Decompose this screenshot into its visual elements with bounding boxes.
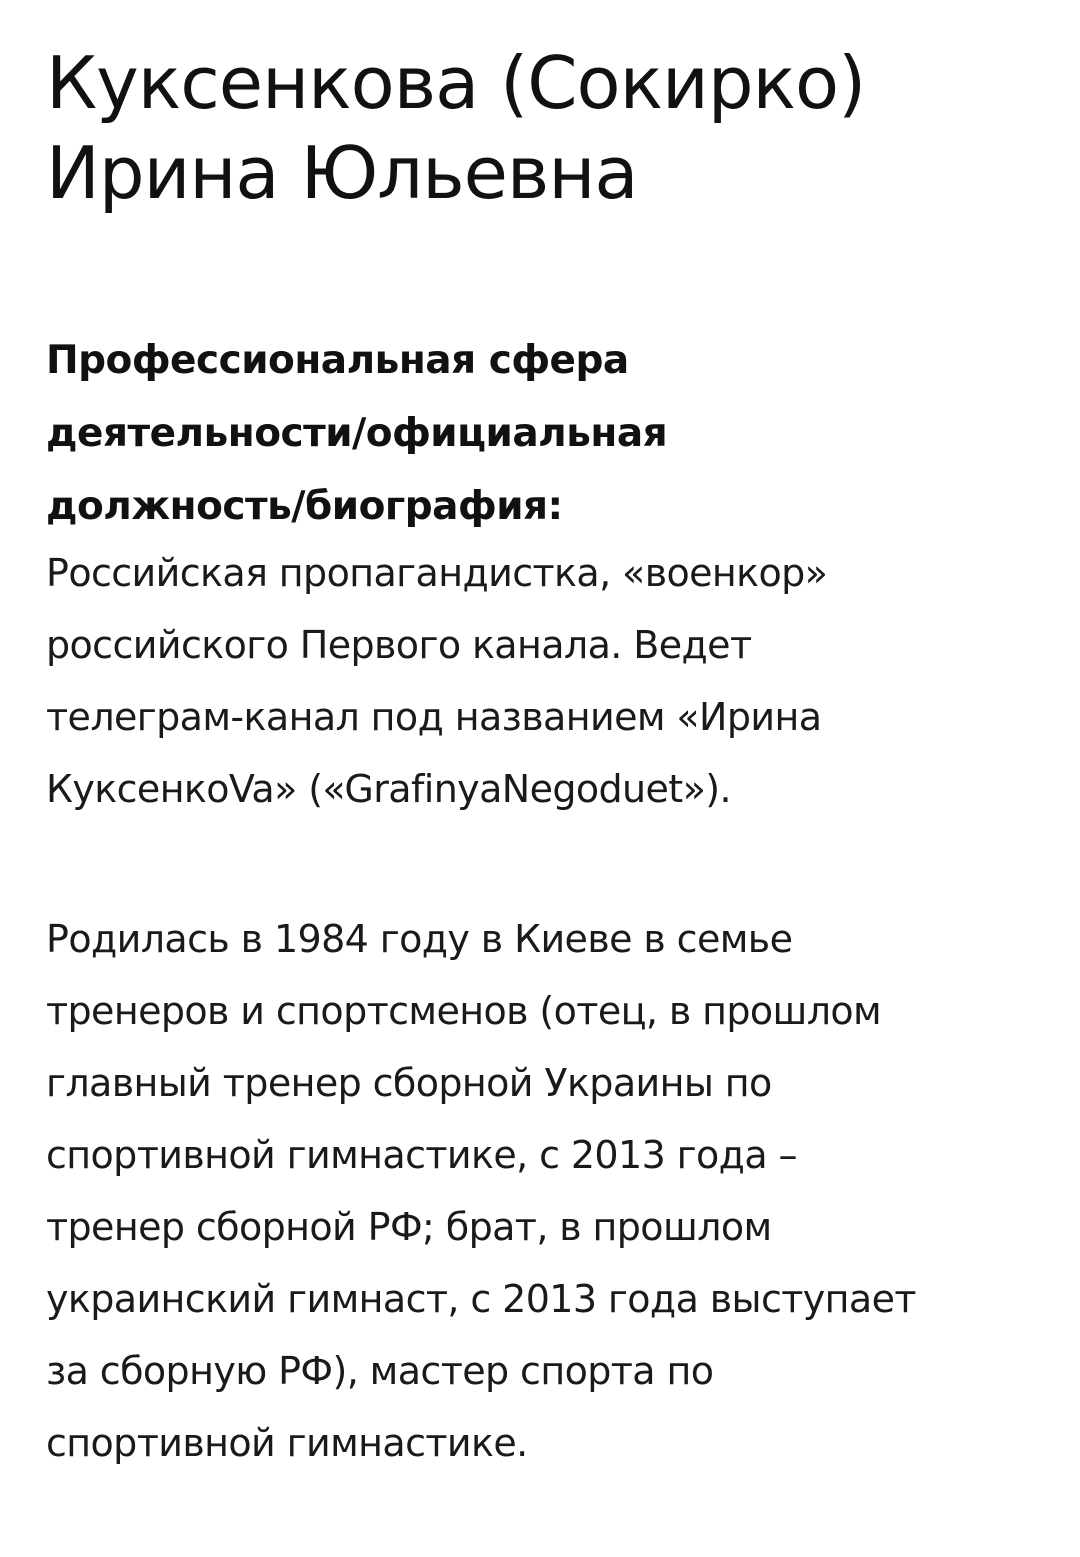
paragraph-line: тренер сборной РФ; брат, в прошлом (46, 1205, 772, 1249)
paragraph-line: Российская пропагандистка, «военкор» (46, 551, 828, 595)
paragraph-line: спортивной гимнастике, с 2013 года – (46, 1133, 797, 1177)
section-heading (46, 324, 1024, 543)
title-line: Куксенкова (Сокирко) (46, 41, 866, 125)
bio-paragraph (46, 537, 1024, 825)
paragraph-line: тренеров и спортсменов (отец, в прошлом (46, 989, 882, 1033)
paragraph-line: за сборную РФ), мастер спорта по (46, 1349, 714, 1393)
bio-paragraph (46, 903, 1024, 1479)
paragraph-line: Родилась в 1984 году в Киеве в семье (46, 917, 793, 961)
paragraph-line: КуксенкоVa» («GrafinyaNegoduet»). (46, 767, 731, 811)
page-title (46, 38, 1024, 218)
section-heading-line: должность/биография: (46, 484, 563, 529)
paragraph-line: спортивной гимнастике. (46, 1421, 528, 1465)
paragraph-line: главный тренер сборной Украины по (46, 1061, 772, 1105)
section-heading-line: Профессиональная сфера (46, 338, 629, 383)
paragraph-line: украинский гимнаст, с 2013 года выступает (46, 1277, 916, 1321)
paragraph-line: телеграм-канал под названием «Ирина (46, 695, 822, 739)
title-line: Ирина Юльевна (46, 131, 638, 215)
paragraph-line: российского Первого канала. Ведет (46, 623, 752, 667)
section-heading-line: деятельности/официальная (46, 411, 668, 456)
